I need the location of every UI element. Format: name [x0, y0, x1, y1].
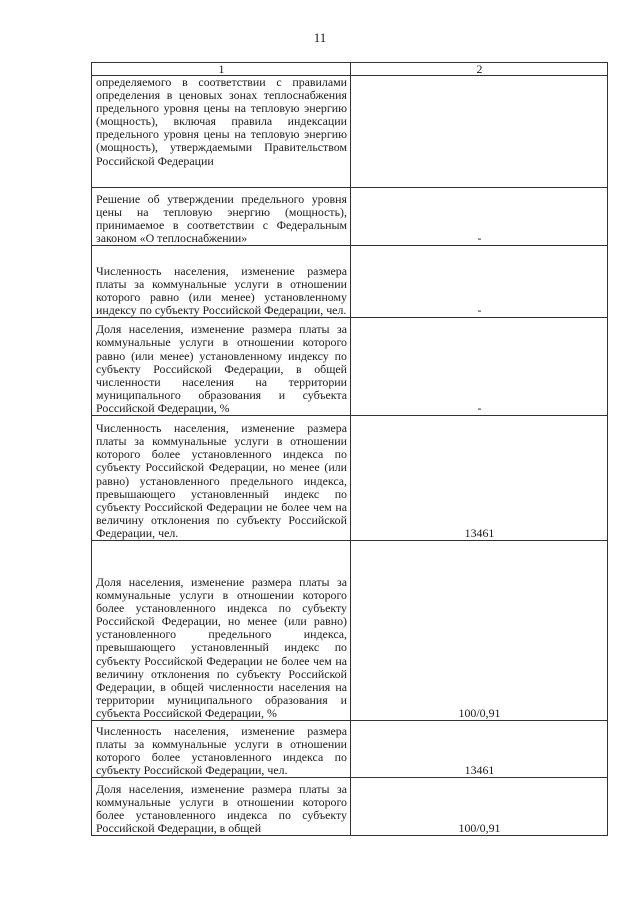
row-value: - — [351, 246, 608, 318]
row-label: определяемого в соответствии с правилами определения в ценовых зонах теплоснабжения предельного уровня цены на тепловую энергию (мощность), включая правила индексации предельного уровня цены на тепловую энергию (мощность), утверждаемыми Правительством Российской Федерации — [92, 76, 351, 188]
table-row — [92, 541, 608, 721]
table-row — [92, 721, 608, 778]
data-table — [91, 62, 608, 836]
table-row — [92, 318, 608, 416]
row-value — [351, 76, 608, 188]
row-value: - — [351, 318, 608, 416]
column-header-2: 2 — [351, 63, 608, 76]
row-label: Доля населения, изменение размера платы за коммунальные услуги в отношении которого более установленного индекса по субъекту Российской Федерации, но менее (или равно) установленного предельного индекса, превышающего установленный индекс по субъекту Российской Федерации не более чем на величину отклонения по субъекту Российской Федерации, в общей численности населения на территории муниципального образования и субъекта Российской Федерации, % — [92, 541, 351, 721]
table-row — [92, 188, 608, 246]
row-value: 13461 — [351, 721, 608, 778]
column-header-1: 1 — [92, 63, 351, 76]
page-number: 11 — [313, 30, 327, 45]
table-header-row — [92, 63, 608, 76]
row-label: Численность населения, изменение размера платы за коммунальные услуги в отношении которого более установленного индекса по субъекту Российской Федерации, но менее (или равно) установленного предельного индекса, превышающего установленный индекс по субъекту Российской Федерации не более чем на величину отклонения по субъекту Российской Федерации, чел. — [92, 416, 351, 541]
table-row — [92, 76, 608, 188]
table-row — [92, 246, 608, 318]
row-label: Доля населения, изменение размера платы за коммунальные услуги в отношении которого более установленного индекса по субъекту Российской Федерации, в общей — [92, 778, 351, 836]
row-value: 13461 — [351, 416, 608, 541]
row-value: 100/0,91 — [351, 778, 608, 836]
row-label: Доля населения, изменение размера платы за коммунальные услуги в отношении которого равно (или менее) установленному индексу по субъекту Российской Федерации, в общей численности населения на территории муниципального образования и субъекта Российской Федерации, % — [92, 318, 351, 416]
table-row — [92, 416, 608, 541]
row-label: Численность населения, изменение размера платы за коммунальные услуги в отношении которого более установленного индекса по субъекту Российской Федерации, чел. — [92, 721, 351, 778]
row-value: - — [351, 188, 608, 246]
row-value: 100/0,91 — [351, 541, 608, 721]
row-label: Численность населения, изменение размера платы за коммунальные услуги в отношении которого равно (или менее) установленному индексу по субъекту Российской Федерации, чел. — [92, 246, 351, 318]
row-label: Решение об утверждении предельного уровня цены на тепловую энергию (мощность), принимаемое в соответствии с Федеральным законом «О теплоснабжении» — [92, 188, 351, 246]
table-row — [92, 778, 608, 836]
